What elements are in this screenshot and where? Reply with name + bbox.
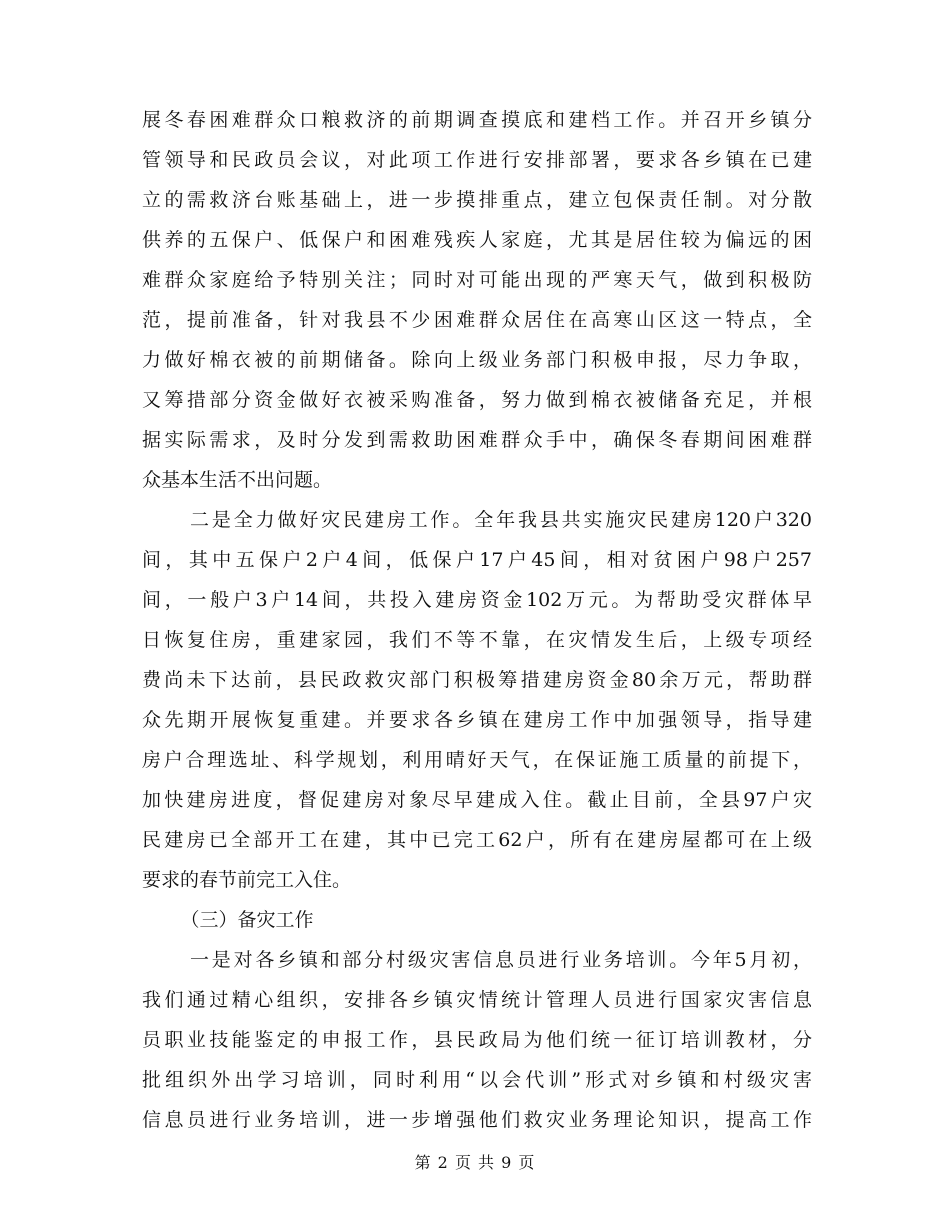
text-line: 民建房已全部开工在建，其中已完工62户，所有在建房屋都可在上级 (142, 829, 812, 851)
text-line: 员职业技能鉴定的申报工作，县民政局为他们统一征订培训教材，分 (142, 1029, 812, 1051)
text-line: 一是对各乡镇和部分村级灾害信息员进行业务培训。今年5月初， (190, 949, 812, 971)
text-line: 二是全力做好灾民建房工作。全年我县共实施灾民建房120户320 (190, 509, 812, 531)
text-line: （三）备灾工作 (180, 909, 314, 931)
text-line: 难群众家庭给予特别关注；同时对可能出现的严寒天气，做到积极防 (142, 269, 812, 291)
text-line: 又筹措部分资金做好衣被采购准备，努力做到棉衣被储备充足，并根 (142, 389, 812, 411)
text-line: 批组织外出学习培训，同时利用“以会代训”形式对乡镇和村级灾害 (142, 1069, 812, 1091)
text-line: 日恢复住房，重建家园，我们不等不靠，在灾情发生后，上级专项经 (142, 629, 812, 651)
text-line: 力做好棉衣被的前期储备。除向上级业务部门积极申报，尽力争取， (142, 349, 812, 371)
text-line: 管领导和民政员会议，对此项工作进行安排部署，要求各乡镇在已建 (142, 149, 812, 171)
text-line: 众基本生活不出问题。 (142, 469, 333, 491)
page-number-footer: 第 2 页 共 9 页 (414, 1153, 536, 1172)
text-line: 范，提前准备，针对我县不少困难群众居住在高寒山区这一特点，全 (142, 309, 812, 331)
text-line: 费尚未下达前，县民政救灾部门积极筹措建房资金80余万元，帮助群 (142, 669, 812, 691)
text-line: 加快建房进度，督促建房对象尽早建成入住。截止目前，全县97户灾 (142, 789, 812, 811)
text-line: 要求的春节前完工入住。 (142, 869, 352, 891)
text-line: 立的需救济台账基础上，进一步摸排重点，建立包保责任制。对分散 (142, 189, 812, 211)
document-body (142, 100, 812, 1140)
text-line: 信息员进行业务培训，进一步增强他们救灾业务理论知识，提高工作 (142, 1109, 812, 1131)
text-line: 间，其中五保户2户4间，低保户17户45间，相对贫困户98户257 (142, 549, 812, 571)
text-line: 据实际需求，及时分发到需救助困难群众手中，确保冬春期间困难群 (142, 429, 812, 451)
text-line: 我们通过精心组织，安排各乡镇灾情统计管理人员进行国家灾害信息 (142, 989, 812, 1011)
text-line: 展冬春困难群众口粮救济的前期调查摸底和建档工作。并召开乡镇分 (142, 109, 812, 131)
text-line: 众先期开展恢复重建。并要求各乡镇在建房工作中加强领导，指导建 (142, 709, 812, 731)
text-line: 间，一般户3户14间，共投入建房资金102万元。为帮助受灾群体早 (142, 589, 812, 611)
text-line: 供养的五保户、低保户和困难残疾人家庭，尤其是居住较为偏远的困 (142, 229, 812, 251)
text-line: 房户合理选址、科学规划，利用晴好天气，在保证施工质量的前提下， (142, 749, 812, 771)
